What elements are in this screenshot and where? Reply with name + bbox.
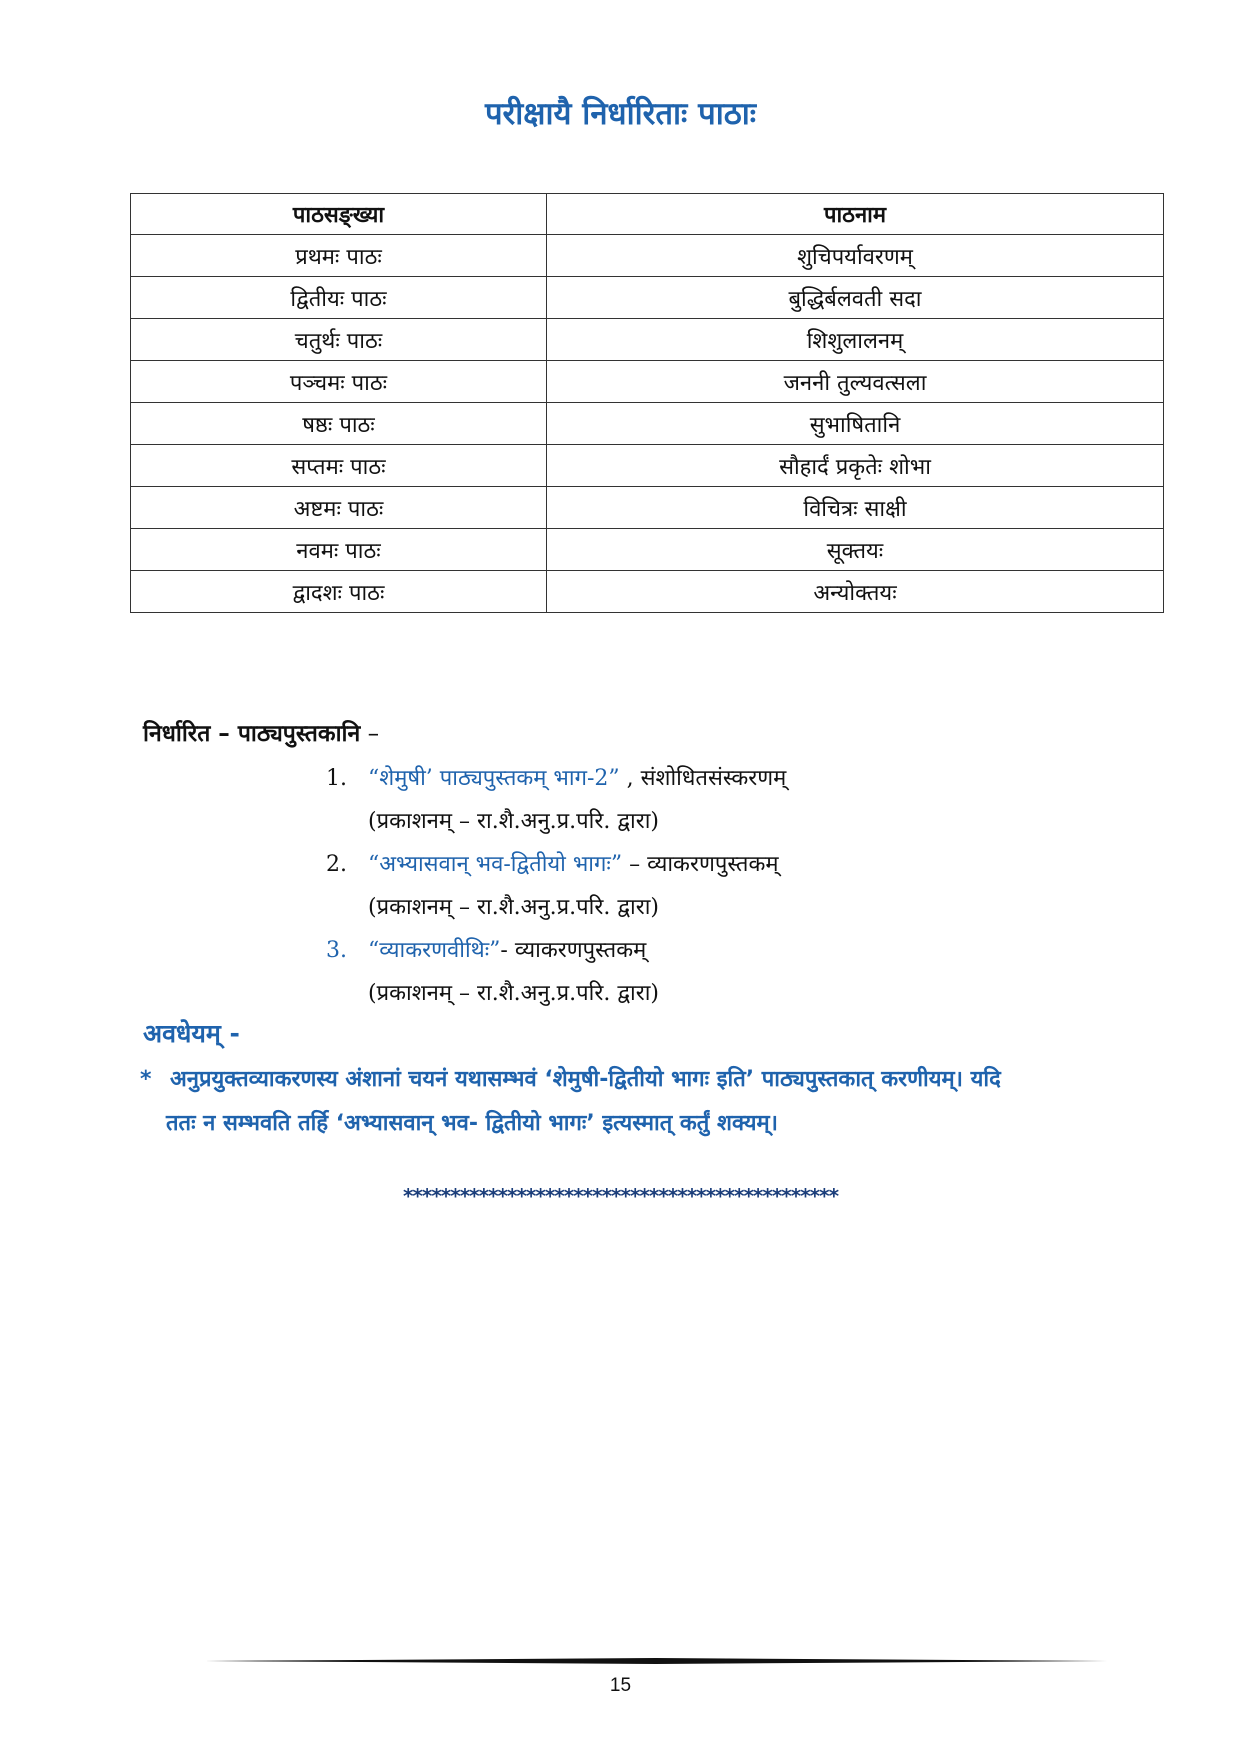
lesson-name-cell: अन्योक्तयः xyxy=(547,571,1164,613)
book-title: “अभ्यासवान् भव-द्वितीयो भागः” xyxy=(368,852,623,877)
lesson-name-cell: सौहार्दं प्रकृतेः शोभा xyxy=(547,445,1164,487)
bullet-star: * xyxy=(140,1067,152,1092)
lesson-number-cell: पञ्चमः पाठः xyxy=(131,361,547,403)
table-row xyxy=(131,319,1164,361)
table-row xyxy=(131,529,1164,571)
lesson-name-cell: जननी तुल्यवत्सला xyxy=(547,361,1164,403)
list-item xyxy=(326,757,786,800)
lesson-number-cell: द्वितीयः पाठः xyxy=(131,277,547,319)
note-line-1-text: अनुप्रयुक्तव्याकरणस्य अंशानां चयनं यथासम्भवं ‘शेमुषी-द्वितीयो भागः इति’ पाठ्यपुस्तकात् करणीयम्। यदि xyxy=(170,1067,1001,1092)
item-number: 1. xyxy=(326,766,347,791)
lesson-number-cell: सप्तमः पाठः xyxy=(131,445,547,487)
syllabus-table xyxy=(130,193,1164,613)
list-item xyxy=(326,843,786,886)
lesson-number-cell: द्वादशः पाठः xyxy=(131,571,547,613)
column-header-lesson-number: पाठसङ्ख्या xyxy=(131,194,547,235)
page-title: परीक्षायै निर्धारिताः पाठाः xyxy=(484,96,757,132)
lesson-name-cell: विचित्रः साक्षी xyxy=(547,487,1164,529)
publisher-line: (प्रकाशनम् – रा.शै.अनु.प्र.परि. द्वारा) xyxy=(368,809,659,834)
table-row xyxy=(131,487,1164,529)
textbooks-heading-dash: – xyxy=(360,721,380,747)
textbooks-heading xyxy=(143,716,379,748)
book-title: “शेमुषी’ पाठ्यपुस्तकम् भाग-2” xyxy=(368,766,620,791)
footer-rule xyxy=(205,1658,1107,1664)
lesson-number-cell: अष्टमः पाठः xyxy=(131,487,547,529)
table-header-row xyxy=(131,194,1164,235)
table-row xyxy=(131,571,1164,613)
lesson-name-cell: बुद्धिर्बलवती सदा xyxy=(547,277,1164,319)
note-heading: अवधेयम् - xyxy=(143,1019,240,1048)
book-description: , संशोधितसंस्करणम् xyxy=(619,766,787,791)
table-row xyxy=(131,235,1164,277)
table-row xyxy=(131,445,1164,487)
item-number: 3. xyxy=(326,938,347,963)
lesson-number-cell: चतुर्थः पाठः xyxy=(131,319,547,361)
textbooks-heading-label: निर्धारित – पाठ्यपुस्तकानि xyxy=(143,721,361,747)
lesson-number-cell: षष्ठः पाठः xyxy=(131,403,547,445)
note-line-2: ततः न सम्भवति तर्हि ‘अभ्यासवान् भव- द्वितीयो भागः’ इत्यस्मात् कर्तुं शक्यम्। xyxy=(166,1111,778,1136)
table-row xyxy=(131,403,1164,445)
lesson-name-cell: शुचिपर्यावरणम् xyxy=(547,235,1164,277)
lesson-name-cell: शिशुलालनम् xyxy=(547,319,1164,361)
page-number: 15 xyxy=(609,1675,632,1696)
note-text xyxy=(140,1058,1130,1146)
table-row xyxy=(131,277,1164,319)
lesson-name-cell: सुभाषितानि xyxy=(547,403,1164,445)
textbook-list xyxy=(326,757,786,1015)
column-header-lesson-name: पाठनाम xyxy=(547,194,1164,235)
item-number: 2. xyxy=(326,852,347,877)
book-description: – व्याकरणपुस्तकम् xyxy=(622,852,779,877)
lesson-number-cell: नवमः पाठः xyxy=(131,529,547,571)
list-item xyxy=(326,929,786,972)
lesson-name-cell: सूक्तयः xyxy=(547,529,1164,571)
note-line-1 xyxy=(140,1058,1130,1102)
book-title: “व्याकरणवीथिः” xyxy=(368,938,501,963)
publisher-line: (प्रकाशनम् – रा.शै.अनु.प्र.परि. द्वारा) xyxy=(368,981,659,1006)
lesson-number-cell: प्रथमः पाठः xyxy=(131,235,547,277)
asterisk-separator: ********************************************** xyxy=(402,1184,839,1208)
book-description: - व्याकरणपुस्तकम् xyxy=(500,938,647,963)
publisher-line: (प्रकाशनम् – रा.शै.अनु.प्र.परि. द्वारा) xyxy=(368,895,659,920)
table-row xyxy=(131,361,1164,403)
